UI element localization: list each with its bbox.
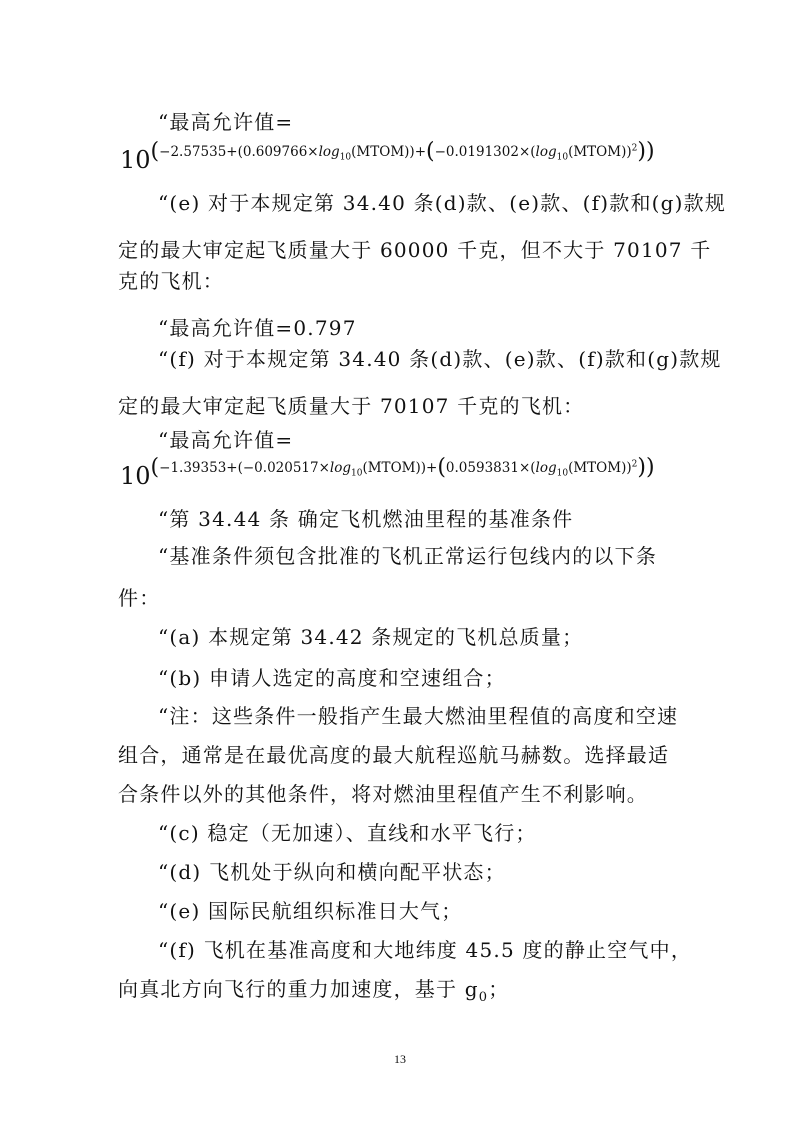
formula-base: 10: [120, 462, 151, 490]
section-heading: “第 34.44 条 确定飞机燃油里程的基准条件: [158, 507, 574, 531]
formula-exponent: (−1.39353+(−0.020517×log10(MTOM))+(0.0593831×(log10(MTOM))2)): [150, 455, 655, 480]
text-line: “最高允许值=0.797: [158, 316, 357, 340]
text-line: “(d) 飞机处于纵向和横向配平状态；: [158, 860, 506, 884]
text-line: “(c) 稳定（无加速）、直线和水平飞行；: [158, 821, 537, 845]
text-line: “(f) 对于本规定第 34.40 条(d)款、(e)款、(f)款和(g)款规: [158, 347, 722, 371]
formula-max-allowed-2: [120, 455, 655, 491]
formula-base: 10: [120, 146, 151, 174]
note-line: “注：这些条件一般指产生最大燃油里程值的高度和空速: [158, 704, 679, 728]
text-line: “最高允许值=: [158, 428, 294, 452]
text-line: “基准条件须包含批准的飞机正常运行包线内的以下条: [158, 544, 658, 568]
text-line: “(e) 国际民航组织标准日大气；: [158, 899, 463, 923]
text-line: 件：: [118, 586, 161, 610]
text-line: 克的飞机：: [118, 269, 224, 293]
text-line: “(a) 本规定第 34.42 条规定的飞机总质量；: [158, 625, 584, 649]
page-number: 13: [394, 1052, 406, 1066]
note-line: 组合，通常是在最优高度的最大航程巡航马赫数。选择最适: [118, 743, 670, 767]
text-line: “(f) 飞机在基准高度和大地纬度 45.5 度的静止空气中，: [158, 938, 693, 962]
formula-exponent: (−2.57535+(0.609766×log10(MTOM))+(−0.0191302×(log10(MTOM))2)): [150, 139, 655, 164]
formula-max-allowed-1: [120, 139, 655, 175]
text-line: “最高允许值=: [158, 110, 294, 134]
text-line: 向真北方向飞行的重力加速度，基于 $g_0$；: [118, 977, 510, 1005]
note-line: 合条件以外的其他条件，将对燃油里程值产生不利影响。: [118, 782, 648, 806]
g-subscript: 0: [478, 990, 489, 1005]
text-line: 定的最大审定起飞质量大于 60000 千克，但不大于 70107 千: [118, 238, 712, 262]
text-line: “(e) 对于本规定第 34.40 条(d)款、(e)款、(f)款和(g)款规: [158, 191, 727, 215]
text-line: “(b) 申请人选定的高度和空速组合；: [158, 666, 506, 690]
text-line: 定的最大审定起飞质量大于 70107 千克的飞机：: [118, 394, 585, 418]
